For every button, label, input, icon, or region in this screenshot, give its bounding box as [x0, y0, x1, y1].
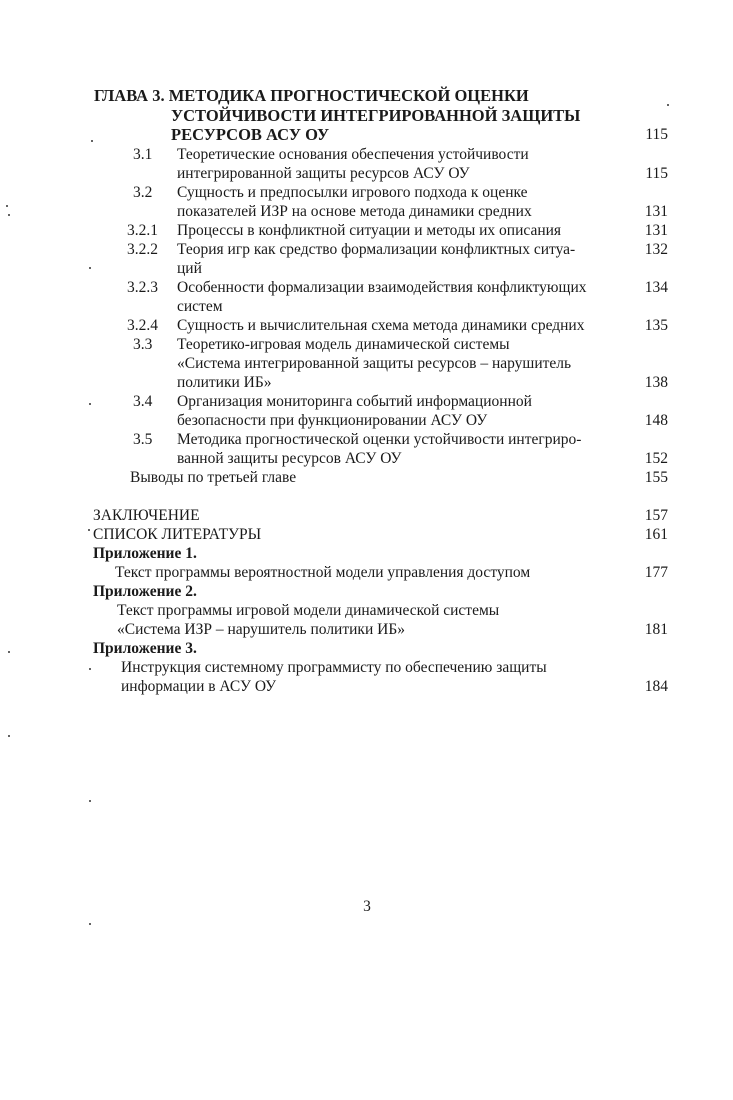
- section-page-number: 135: [644, 317, 668, 334]
- scan-speck: [89, 800, 91, 802]
- section-title-line: Методика прогностической оценки устойчивости интегриро-: [177, 431, 582, 448]
- section-page-number: 152: [644, 450, 668, 467]
- appendix-page: 184: [644, 678, 668, 695]
- appendix-page: 177: [644, 564, 668, 581]
- section-page-number: 131: [644, 203, 668, 220]
- section-title-line: систем: [177, 298, 223, 315]
- scan-speck: [8, 651, 10, 653]
- section-title-line: Организация мониторинга событий информационной: [177, 393, 532, 410]
- appendix-text-line: Инструкция системному программисту по обеспечению защиты: [121, 659, 547, 676]
- scan-speck: [8, 735, 10, 737]
- section-number: 3.2.4: [127, 317, 158, 334]
- section-page-number: 148: [644, 412, 668, 429]
- conclusion-page: 157: [644, 507, 668, 524]
- scan-speck: [8, 214, 10, 216]
- section-title-line: политики ИБ»: [177, 374, 272, 391]
- conclusion-title: ЗАКЛЮЧЕНИЕ: [93, 507, 200, 524]
- chapter-conclusions-title: Выводы по третьей главе: [130, 469, 297, 486]
- scan-speck: [89, 267, 91, 269]
- appendix-text-line: Текст программы вероятностной модели управления доступом: [115, 564, 531, 581]
- section-page-number: 132: [644, 241, 668, 258]
- chapter-title-line-3: РЕСУРСОВ АСУ ОУ: [171, 125, 330, 144]
- section-title-line: показателей ИЗР на основе метода динамики средних: [177, 203, 532, 220]
- section-number: 3.1: [133, 146, 153, 163]
- section-title-line: Теория игр как средство формализации конфликтных ситуа-: [177, 241, 576, 258]
- section-page-number: 115: [645, 165, 668, 182]
- section-title-line: ванной защиты ресурсов АСУ ОУ: [177, 450, 402, 467]
- scan-speck: [91, 140, 93, 142]
- section-title-line: Сущность и вычислительная схема метода динамики средних: [177, 317, 585, 334]
- section-title-line: Сущность и предпосылки игрового подхода к оценке: [177, 184, 528, 201]
- chapter-title-line-2: УСТОЙЧИВОСТИ ИНТЕГРИРОВАННОЙ ЗАЩИТЫ: [171, 106, 581, 125]
- scan-speck: [89, 403, 91, 405]
- section-number: 3.2.3: [127, 279, 158, 296]
- section-title-line: Процессы в конфликтной ситуации и методы их описания: [177, 222, 562, 239]
- bibliography-page: 161: [644, 526, 668, 543]
- scan-speck: [89, 668, 91, 670]
- section-number: 3.5: [133, 431, 153, 448]
- section-page-number: 138: [644, 374, 668, 391]
- appendix-page: 181: [644, 621, 668, 638]
- appendix-heading: Приложение 2.: [93, 583, 197, 600]
- scan-speck: [667, 104, 669, 106]
- section-number: 3.4: [133, 393, 153, 410]
- section-number: 3.2.2: [127, 241, 158, 258]
- chapter-page-number: 115: [645, 126, 668, 143]
- section-title-line: интегрированной защиты ресурсов АСУ ОУ: [177, 165, 470, 182]
- section-title-line: безопасности при функционировании АСУ ОУ: [177, 412, 488, 429]
- appendix-text-line: информации в АСУ ОУ: [121, 678, 277, 695]
- section-title-line: Теоретические основания обеспечения устойчивости: [177, 146, 529, 163]
- bibliography-title: СПИСОК ЛИТЕРАТУРЫ: [93, 526, 262, 543]
- page-number: 3: [363, 898, 371, 915]
- appendix-heading: Приложение 1.: [93, 545, 197, 562]
- appendix-text-line: Текст программы игровой модели динамической системы: [117, 602, 500, 619]
- section-page-number: 134: [644, 279, 668, 296]
- section-number: 3.2.1: [127, 222, 158, 239]
- section-title-line: Теоретико-игровая модель динамической системы: [177, 336, 510, 353]
- chapter-conclusions-page: 155: [644, 469, 668, 486]
- section-title-line: Особенности формализации взаимодействия конфликтующих: [177, 279, 587, 296]
- section-page-number: 131: [644, 222, 668, 239]
- scan-speck: [89, 923, 91, 925]
- section-title-line: ций: [177, 260, 202, 277]
- section-number: 3.2: [133, 184, 153, 201]
- section-title-line: «Система интегрированной защиты ресурсов – нарушитель: [177, 355, 572, 372]
- section-number: 3.3: [133, 336, 153, 353]
- chapter-title-line-1: ГЛАВА 3. МЕТОДИКА ПРОГНОСТИЧЕСКОЙ ОЦЕНКИ: [94, 86, 529, 105]
- scan-speck: [6, 205, 8, 207]
- scan-speck: [88, 529, 90, 531]
- appendix-text-line: «Система ИЗР – нарушитель политики ИБ»: [117, 621, 405, 638]
- appendix-heading: Приложение 3.: [93, 640, 197, 657]
